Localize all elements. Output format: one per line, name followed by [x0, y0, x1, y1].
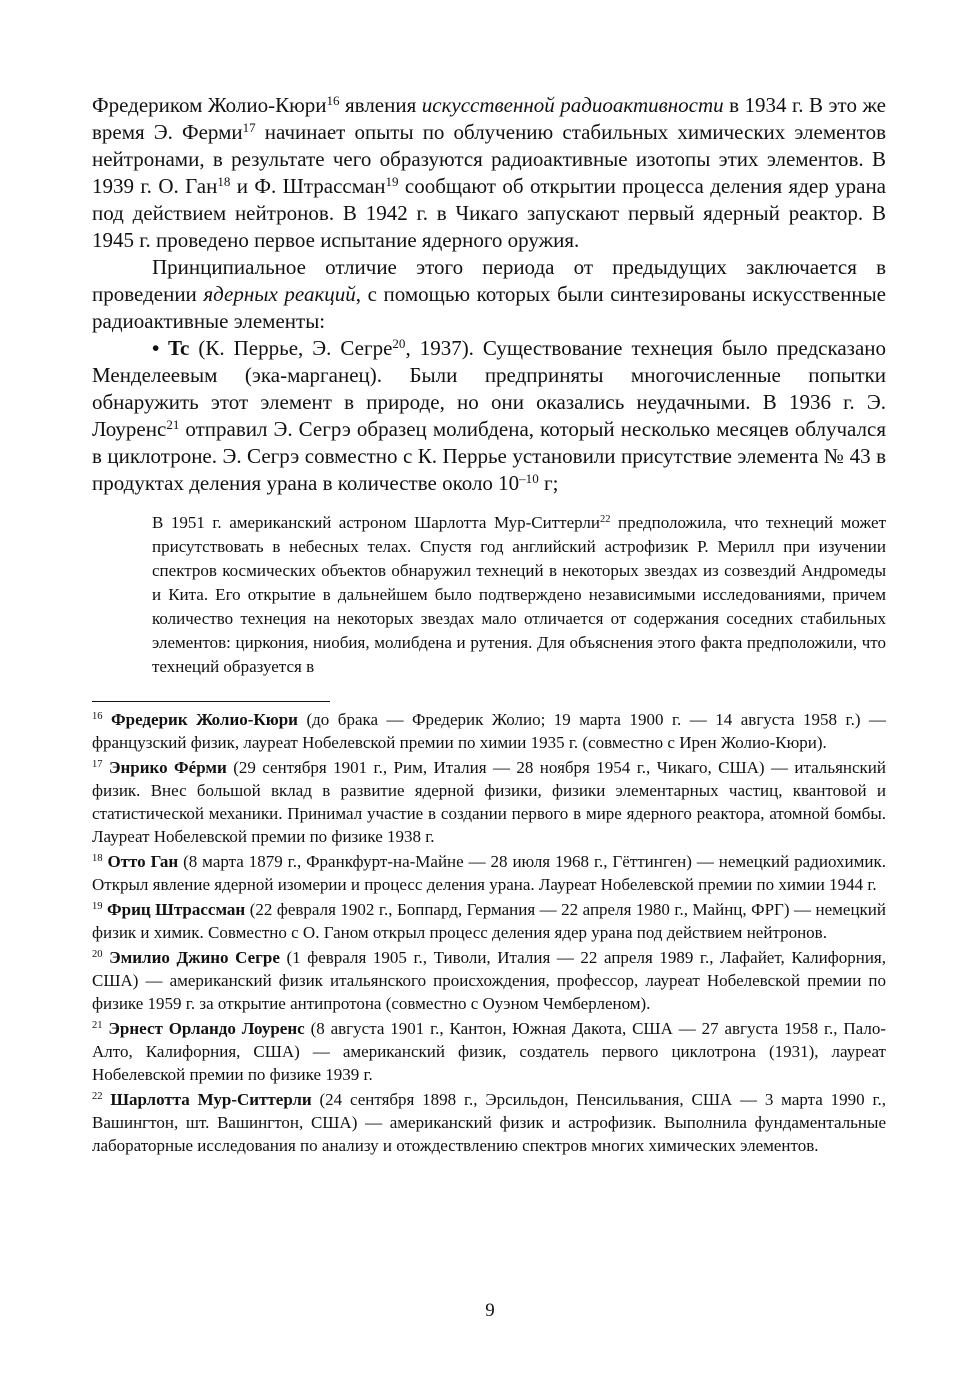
footnote-number: 21: [92, 1020, 103, 1032]
footnote-name: Фредерик Жолио-Кюри: [111, 710, 298, 729]
footnote-21: [92, 1017, 886, 1086]
footnote-text: (22 февраля 1902 г., Боппард, Германия — 22 апреля 1980 г., Майнц, ФРГ) — немецкий физик и химик. Совместно с О. Ганом открыл процесс деления ядер урана под действием нейтронов.: [92, 900, 886, 942]
block-quote: [152, 511, 886, 679]
footnote-ref-22[interactable]: 22: [600, 514, 611, 526]
footnote-ref-21[interactable]: 21: [166, 416, 180, 432]
text-run: г;: [538, 471, 559, 495]
text-run: отправил Э. Сегрэ образец молибдена, который несколько месяцев облучался в циклотроне. Э. Сегрэ совместно с К. Перрье установили присутствие элемента № 43 в продуктах деления урана в количестве около 10: [92, 417, 886, 495]
text-run: в 1934 г. В это же время Э. Ферми: [92, 93, 886, 144]
text-run: сообщают об открытии процесса деления ядер урана под действием нейтронов. В 1942 г. в Чикаго запускают первый ядерный реактор. В 1945 г. проведено первое испытание ядерного оружия.: [92, 174, 886, 252]
footnote-20: [92, 946, 886, 1015]
footnote-ref-17[interactable]: 17: [242, 119, 256, 135]
footnote-name: Фриц Штрассман: [107, 900, 246, 919]
footnote-text: (8 марта 1879 г., Франкфурт-на-Майне — 28 июля 1968 г., Гёттинген) — немецкий радиохимик. Открыл явление ядерной изомерии и процесс деления урана. Лауреат Нобелевской премии по химии 1944 г.: [92, 852, 886, 894]
footnote-separator: [92, 701, 330, 702]
paragraph-nuclear-reactions: [92, 254, 886, 335]
element-bullet-tc: • Tc: [152, 336, 190, 360]
footnote-22: [92, 1088, 886, 1157]
footnote-text: (8 августа 1901 г., Кантон, Южная Дакота, США — 27 августа 1958 г., Пало-Алто, Калифорния, США) — американский физик, создатель первого циклотрона (1931), лауреат Нобелевской премии по физике 1939 г.: [92, 1019, 886, 1084]
footnote-number: 22: [92, 1091, 103, 1103]
footnote-16: [92, 708, 886, 754]
footnote-number: 17: [92, 759, 103, 771]
footnote-name: Шарлотта Мур-Ситтерли: [110, 1090, 312, 1109]
footnote-text: (29 сентября 1901 г., Рим, Италия — 28 ноября 1954 г., Чикаго, США) — итальянский физик. Внес большой вклад в развитие ядерной физики, физики элементарных частиц, квантовой и статистической механики. Принимал участие в создании первого в мире ядерного реактора, атомной бомбы. Лауреат Нобелевской премии по физике 1938 г.: [92, 758, 886, 846]
footnote-name: Эрнест Орландо Лоуренс: [108, 1019, 305, 1038]
text-run: и Ф. Штрассман: [230, 174, 386, 198]
footnote-text: (24 сентября 1898 г., Эрсильдон, Пенсильвания, США — 3 марта 1990 г., Вашингтон, шт. Вашингтон, США) — американский физик и астрофизик. Выполнила фундаментальные лабораторные исследования по анализу и отождествлению спектров многих химических элементов.: [92, 1090, 886, 1155]
emphasis-term: ядерных реакций: [203, 282, 356, 306]
paragraph-history: [92, 92, 886, 254]
text-run: явления: [339, 93, 422, 117]
footnote-18: [92, 850, 886, 896]
footnote-number: 18: [92, 853, 103, 865]
text-run: В 1951 г. американский астроном Шарлотта Мур-Ситтерли: [152, 513, 600, 532]
footnote-text: (до брака — Фредерик Жолио; 19 марта 1900 г. — 14 августа 1958 г.) — французский физик, лауреат Нобелевской премии по химии 1935 г. (совместно с Ирен Жолио-Кюри).: [92, 710, 887, 752]
text-run: Принципиальное отличие этого периода от предыдущих заключается в проведении: [92, 255, 886, 306]
footnote-ref-16[interactable]: 16: [326, 92, 340, 108]
text-run: предположила, что технеций может присутствовать в небесных телах. Спустя год английский астрофизик Р. Мерилл при изучении спектров космических объектов обнаружил технеций в некоторых звездах из созвездий Андромеды и Кита. Его открытие в дальнейшем было подтверждено независимыми исследованиями, причем количество технеция на некоторых звездах мало отличается от содержания соседних стабильных элементов: циркония, ниобия, молибдена и рутения. Для объяснения этого факта предположили, что технеций образуется в: [152, 513, 886, 676]
footnote-17: [92, 756, 886, 848]
footnote-name: Энрико Фéрми: [108, 758, 227, 777]
footnote-name: Отто Ган: [107, 852, 179, 871]
footnote-number: 16: [92, 711, 103, 723]
text-run: Фредериком Жолио-Кюри: [92, 93, 327, 117]
footnote-ref-19[interactable]: 19: [385, 173, 399, 189]
footnote-19: [92, 898, 886, 944]
page-number: 9: [485, 1300, 495, 1321]
footnote-number: 19: [92, 901, 103, 913]
footnote-number: 20: [92, 949, 103, 961]
footnote-ref-18[interactable]: 18: [217, 173, 231, 189]
footnote-name: Эмилио Джино Сегре: [109, 948, 280, 967]
emphasis-term: искусственной радиоактивности: [421, 93, 724, 117]
text-run: начинает опыты по облучению стабильных химических элементов нейтронами, в результате чего образуются радиоактивные изотопы этих элементов. В 1939 г. О. Ган: [92, 120, 886, 198]
text-run: , с помощью которых были синтезированы искусственные радиоактивные элементы:: [92, 282, 887, 333]
paragraph-technetium: [92, 335, 886, 497]
footnote-ref-20[interactable]: 20: [392, 335, 406, 351]
text-run: , 1937). Существование технеция было предсказано Менделеевым (эка-марганец). Были предприняты многочисленные попытки обнаружить этот элемент в природе, но они оказались неудачными. В 1936 г. Э. Лоуренс: [92, 336, 887, 441]
page-content: [92, 92, 886, 1159]
footnote-text: (1 февраля 1905 г., Тиволи, Италия — 22 апреля 1989 г., Лафайет, Калифорния, США) — американский физик итальянского происхождения, профессор, лауреат Нобелевской премии по физике 1959 г. за открытие антипротона (совместно с Оуэном Чемберленом).: [92, 948, 887, 1013]
footnotes: [92, 708, 886, 1157]
exponent: –10: [519, 470, 539, 486]
text-run: (К. Перрье, Э. Сегре: [189, 336, 393, 360]
